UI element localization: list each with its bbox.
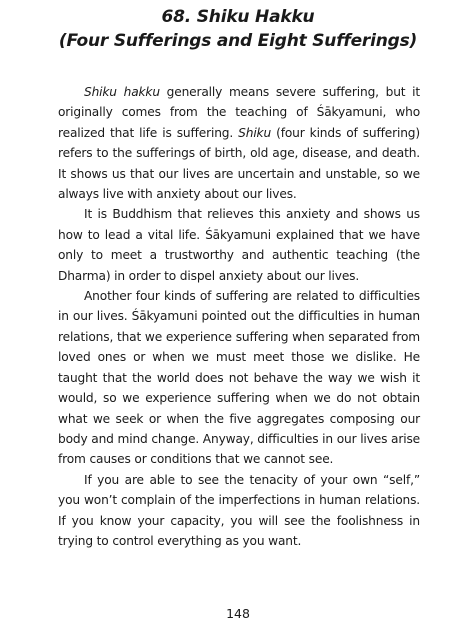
- term-shiku-hakku: Shiku hakku: [84, 85, 160, 99]
- paragraph-1-part-2: (four kinds of suffering) refers to the sufferings of birth, old age, disease, and death. It shows us that our lives are uncertain and unstable, so we always live with anxiety about our lives.: [58, 125, 420, 202]
- paragraph-1: [58, 82, 420, 204]
- page-number: 148: [226, 606, 250, 621]
- chapter-title: 68. Shiku Hakku: [161, 7, 315, 27]
- chapter-subtitle: (Four Sufferings and Eight Sufferings): [58, 31, 418, 51]
- paragraph-3: Another four kinds of suffering are related to difficulties in our lives. Śākyamuni pointed out the difficulties in human relations, that we experience suffering when separated from loved ones or when we must meet those we dislike. He taught that the world does not behave the way we wish it would, so we experience suffering when we do not obtain what we seek or when the five aggregates composing our body and mind change. Anyway, difficulties in our lives arise from causes or conditions that we cannot see.: [58, 289, 420, 467]
- paragraph-2: It is Buddhism that relieves this anxiety and shows us how to lead a vital life. Śākyamuni explained that we have only to meet a trustworthy and authentic teaching (the Dharma) in order to dispel anxiety about our lives.: [58, 207, 420, 283]
- paragraph-4: If you are able to see the tenacity of your own “self,” you won’t complain of the imperfections in human relations. If you know your capacity, you will see the foolishness in trying to control everything as you want.: [58, 472, 420, 548]
- body-text: [58, 82, 420, 551]
- paragraph-1-part-1: generally means severe suffering, but it originally comes from the teaching of Śākyamuni, who realized that life is suffering.: [58, 85, 421, 140]
- term-shiku: Shiku: [238, 125, 272, 140]
